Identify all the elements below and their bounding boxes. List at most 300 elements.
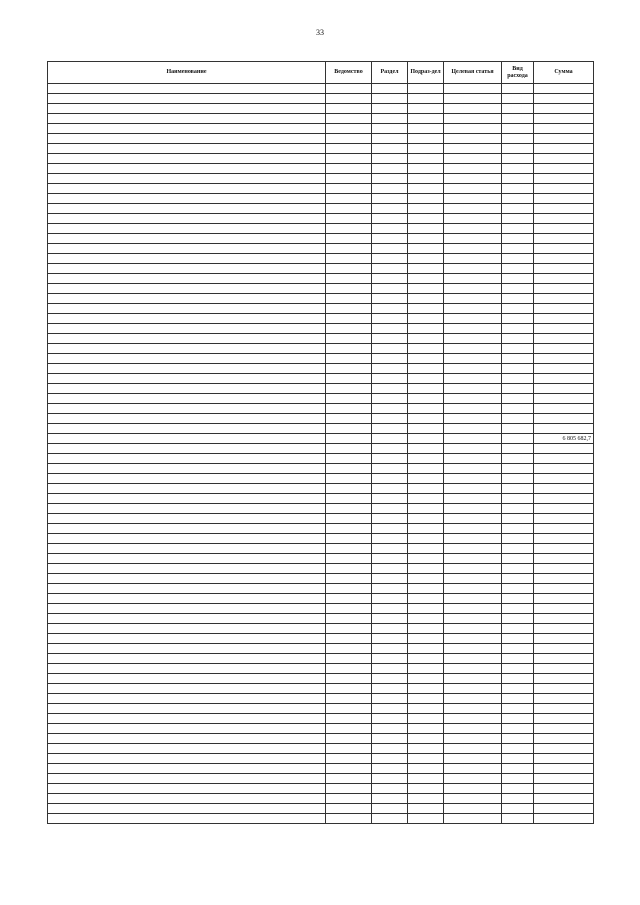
cell-department — [326, 364, 372, 374]
cell-name — [48, 684, 326, 694]
cell-department — [326, 114, 372, 124]
cell-expense-type — [502, 664, 534, 674]
cell-target-article — [444, 154, 502, 164]
cell-target-article — [444, 434, 502, 444]
cell-subsection — [408, 534, 444, 544]
cell-target-article — [444, 354, 502, 364]
cell-name — [48, 634, 326, 644]
table-row — [48, 504, 594, 514]
cell-section — [372, 214, 408, 224]
header-target-article: Целевая статья — [444, 62, 502, 84]
cell-target-article — [444, 714, 502, 724]
cell-department — [326, 734, 372, 744]
cell-section — [372, 264, 408, 274]
cell-department — [326, 664, 372, 674]
table-row — [48, 384, 594, 394]
cell-section — [372, 564, 408, 574]
cell-department — [326, 674, 372, 684]
header-department: Ведомство — [326, 62, 372, 84]
table-row — [48, 184, 594, 194]
cell-name — [48, 644, 326, 654]
cell-subsection — [408, 584, 444, 594]
table-row — [48, 354, 594, 364]
table-row — [48, 444, 594, 454]
cell-department — [326, 424, 372, 434]
table-row — [48, 784, 594, 794]
cell-expense-type — [502, 684, 534, 694]
cell-expense-type — [502, 284, 534, 294]
cell-section — [372, 534, 408, 544]
cell-department — [326, 84, 372, 94]
cell-section — [372, 84, 408, 94]
cell-expense-type — [502, 774, 534, 784]
cell-name — [48, 694, 326, 704]
cell-expense-type — [502, 114, 534, 124]
cell-target-article — [444, 84, 502, 94]
table-row — [48, 264, 594, 274]
cell-amount — [534, 94, 594, 104]
cell-section — [372, 104, 408, 114]
cell-expense-type — [502, 544, 534, 554]
cell-amount — [534, 414, 594, 424]
cell-section — [372, 154, 408, 164]
cell-department — [326, 504, 372, 514]
cell-target-article — [444, 194, 502, 204]
cell-subsection — [408, 404, 444, 414]
header-subsection: Подраз-дел — [408, 62, 444, 84]
cell-expense-type — [502, 144, 534, 154]
cell-amount — [534, 294, 594, 304]
cell-name — [48, 464, 326, 474]
cell-name — [48, 114, 326, 124]
cell-expense-type — [502, 204, 534, 214]
cell-target-article — [444, 474, 502, 484]
cell-section — [372, 554, 408, 564]
cell-section — [372, 394, 408, 404]
cell-expense-type — [502, 404, 534, 414]
cell-amount — [534, 664, 594, 674]
cell-target-article — [444, 144, 502, 154]
cell-target-article — [444, 124, 502, 134]
cell-name — [48, 794, 326, 804]
cell-expense-type — [502, 494, 534, 504]
cell-target-article — [444, 454, 502, 464]
cell-department — [326, 804, 372, 814]
cell-target-article — [444, 394, 502, 404]
cell-subsection — [408, 134, 444, 144]
cell-expense-type — [502, 754, 534, 764]
cell-subsection — [408, 464, 444, 474]
cell-expense-type — [502, 524, 534, 534]
cell-amount — [534, 614, 594, 624]
cell-amount — [534, 764, 594, 774]
cell-name — [48, 434, 326, 444]
cell-section — [372, 454, 408, 464]
cell-section — [372, 124, 408, 134]
table-row — [48, 154, 594, 164]
cell-expense-type — [502, 814, 534, 824]
cell-amount — [534, 254, 594, 264]
cell-target-article — [444, 814, 502, 824]
cell-amount — [534, 164, 594, 174]
cell-department — [326, 454, 372, 464]
cell-section — [372, 814, 408, 824]
cell-name — [48, 784, 326, 794]
table-row — [48, 114, 594, 124]
cell-subsection — [408, 754, 444, 764]
cell-target-article — [444, 624, 502, 634]
cell-department — [326, 374, 372, 384]
table-row — [48, 794, 594, 804]
header-section: Раздел — [372, 62, 408, 84]
cell-subsection — [408, 454, 444, 464]
cell-name — [48, 164, 326, 174]
cell-target-article — [444, 224, 502, 234]
cell-amount — [534, 464, 594, 474]
table-row — [48, 464, 594, 474]
cell-subsection — [408, 494, 444, 504]
cell-section — [372, 574, 408, 584]
cell-department — [326, 524, 372, 534]
cell-expense-type — [502, 344, 534, 354]
table-row — [48, 624, 594, 634]
cell-name — [48, 94, 326, 104]
cell-department — [326, 494, 372, 504]
cell-name — [48, 184, 326, 194]
cell-target-article — [444, 244, 502, 254]
cell-department — [326, 484, 372, 494]
cell-department — [326, 154, 372, 164]
cell-section — [372, 684, 408, 694]
cell-department — [326, 394, 372, 404]
cell-target-article — [444, 494, 502, 504]
cell-department — [326, 474, 372, 484]
cell-section — [372, 364, 408, 374]
cell-department — [326, 694, 372, 704]
cell-subsection — [408, 114, 444, 124]
cell-department — [326, 614, 372, 624]
cell-section — [372, 604, 408, 614]
cell-expense-type — [502, 584, 534, 594]
cell-expense-type — [502, 604, 534, 614]
cell-subsection — [408, 254, 444, 264]
cell-target-article — [444, 114, 502, 124]
cell-department — [326, 324, 372, 334]
table-row — [48, 514, 594, 524]
cell-amount — [534, 174, 594, 184]
cell-subsection — [408, 174, 444, 184]
cell-expense-type — [502, 574, 534, 584]
cell-subsection — [408, 394, 444, 404]
cell-amount — [534, 134, 594, 144]
cell-department — [326, 444, 372, 454]
cell-section — [372, 204, 408, 214]
cell-target-article — [444, 424, 502, 434]
cell-target-article — [444, 634, 502, 644]
cell-name — [48, 204, 326, 214]
cell-amount — [534, 234, 594, 244]
cell-amount — [534, 354, 594, 364]
cell-name — [48, 364, 326, 374]
cell-department — [326, 464, 372, 474]
cell-section — [372, 674, 408, 684]
cell-department — [326, 234, 372, 244]
cell-target-article — [444, 734, 502, 744]
cell-target-article — [444, 334, 502, 344]
cell-amount — [534, 204, 594, 214]
table-row — [48, 524, 594, 534]
cell-section — [372, 494, 408, 504]
cell-name — [48, 124, 326, 134]
table-row — [48, 724, 594, 734]
cell-subsection — [408, 384, 444, 394]
table-row — [48, 194, 594, 204]
cell-subsection — [408, 524, 444, 534]
table-row — [48, 144, 594, 154]
cell-section — [372, 504, 408, 514]
table-row — [48, 164, 594, 174]
cell-department — [326, 684, 372, 694]
table-row — [48, 734, 594, 744]
cell-expense-type — [502, 634, 534, 644]
cell-amount — [534, 104, 594, 114]
cell-amount — [534, 244, 594, 254]
cell-amount — [534, 124, 594, 134]
cell-amount — [534, 424, 594, 434]
cell-amount — [534, 784, 594, 794]
cell-expense-type — [502, 724, 534, 734]
cell-department — [326, 354, 372, 364]
cell-name — [48, 664, 326, 674]
cell-department — [326, 104, 372, 114]
cell-expense-type — [502, 374, 534, 384]
cell-target-article — [444, 234, 502, 244]
cell-amount — [534, 374, 594, 384]
cell-section — [372, 164, 408, 174]
cell-name — [48, 394, 326, 404]
table-row — [48, 774, 594, 784]
cell-target-article — [444, 804, 502, 814]
cell-name — [48, 194, 326, 204]
cell-section — [372, 184, 408, 194]
cell-expense-type — [502, 124, 534, 134]
cell-amount — [534, 84, 594, 94]
cell-subsection — [408, 204, 444, 214]
cell-target-article — [444, 694, 502, 704]
cell-target-article — [444, 414, 502, 424]
table-row — [48, 494, 594, 504]
cell-name — [48, 734, 326, 744]
cell-expense-type — [502, 454, 534, 464]
cell-name — [48, 154, 326, 164]
cell-expense-type — [502, 324, 534, 334]
cell-section — [372, 734, 408, 744]
cell-name — [48, 594, 326, 604]
cell-target-article — [444, 784, 502, 794]
cell-name — [48, 714, 326, 724]
cell-department — [326, 144, 372, 154]
cell-expense-type — [502, 394, 534, 404]
cell-amount — [534, 674, 594, 684]
table-row — [48, 204, 594, 214]
cell-subsection — [408, 424, 444, 434]
table-row — [48, 394, 594, 404]
cell-name — [48, 564, 326, 574]
table-row — [48, 134, 594, 144]
cell-section — [372, 134, 408, 144]
cell-department — [326, 634, 372, 644]
cell-department — [326, 814, 372, 824]
cell-department — [326, 514, 372, 524]
cell-target-article — [444, 204, 502, 214]
cell-department — [326, 624, 372, 634]
cell-section — [372, 404, 408, 414]
cell-subsection — [408, 734, 444, 744]
cell-department — [326, 724, 372, 734]
cell-subsection — [408, 644, 444, 654]
table-row — [48, 424, 594, 434]
cell-subsection — [408, 744, 444, 754]
cell-subsection — [408, 314, 444, 324]
cell-department — [326, 294, 372, 304]
cell-expense-type — [502, 154, 534, 164]
cell-section — [372, 474, 408, 484]
cell-amount — [534, 774, 594, 784]
cell-target-article — [444, 344, 502, 354]
cell-name — [48, 574, 326, 584]
table-row — [48, 104, 594, 114]
cell-subsection — [408, 214, 444, 224]
cell-amount — [534, 534, 594, 544]
cell-name — [48, 444, 326, 454]
cell-amount — [534, 394, 594, 404]
table-row — [48, 414, 594, 424]
table-row — [48, 234, 594, 244]
cell-subsection — [408, 354, 444, 364]
cell-amount — [534, 454, 594, 464]
cell-expense-type — [502, 254, 534, 264]
cell-target-article — [444, 504, 502, 514]
page-number: 33 — [316, 28, 324, 37]
cell-subsection — [408, 764, 444, 774]
cell-target-article — [444, 314, 502, 324]
cell-expense-type — [502, 334, 534, 344]
cell-section — [372, 744, 408, 754]
cell-section — [372, 664, 408, 674]
cell-expense-type — [502, 784, 534, 794]
cell-amount — [534, 594, 594, 604]
cell-target-article — [444, 604, 502, 614]
cell-subsection — [408, 244, 444, 254]
cell-section — [372, 764, 408, 774]
cell-subsection — [408, 594, 444, 604]
cell-subsection — [408, 814, 444, 824]
cell-target-article — [444, 264, 502, 274]
cell-name — [48, 614, 326, 624]
cell-name — [48, 484, 326, 494]
cell-amount — [534, 214, 594, 224]
cell-section — [372, 354, 408, 364]
table-row — [48, 594, 594, 604]
table-row — [48, 364, 594, 374]
cell-target-article — [444, 744, 502, 754]
cell-name — [48, 264, 326, 274]
cell-name — [48, 274, 326, 284]
table-row — [48, 244, 594, 254]
cell-expense-type — [502, 84, 534, 94]
cell-target-article — [444, 614, 502, 624]
cell-expense-type — [502, 564, 534, 574]
table-row — [48, 94, 594, 104]
table-row — [48, 294, 594, 304]
cell-section — [372, 424, 408, 434]
table-row — [48, 584, 594, 594]
cell-name — [48, 704, 326, 714]
cell-target-article — [444, 104, 502, 114]
cell-section — [372, 434, 408, 444]
cell-subsection — [408, 724, 444, 734]
cell-section — [372, 754, 408, 764]
cell-section — [372, 624, 408, 634]
cell-subsection — [408, 324, 444, 334]
table-row — [48, 674, 594, 684]
cell-department — [326, 434, 372, 444]
cell-department — [326, 384, 372, 394]
table-row — [48, 374, 594, 384]
cell-target-article — [444, 404, 502, 414]
cell-amount — [534, 544, 594, 554]
table-row — [48, 564, 594, 574]
cell-section — [372, 344, 408, 354]
cell-amount — [534, 744, 594, 754]
cell-department — [326, 304, 372, 314]
cell-department — [326, 264, 372, 274]
cell-department — [326, 794, 372, 804]
table-row — [48, 664, 594, 674]
cell-department — [326, 544, 372, 554]
cell-department — [326, 94, 372, 104]
cell-target-article — [444, 94, 502, 104]
cell-amount — [534, 564, 594, 574]
cell-amount — [534, 264, 594, 274]
cell-target-article — [444, 384, 502, 394]
cell-expense-type — [502, 554, 534, 564]
cell-section — [372, 334, 408, 344]
cell-target-article — [444, 174, 502, 184]
cell-expense-type — [502, 704, 534, 714]
table-row — [48, 694, 594, 704]
cell-subsection — [408, 794, 444, 804]
cell-section — [372, 174, 408, 184]
cell-subsection — [408, 704, 444, 714]
cell-amount — [534, 334, 594, 344]
cell-subsection — [408, 484, 444, 494]
cell-target-article — [444, 444, 502, 454]
cell-name — [48, 244, 326, 254]
cell-name — [48, 514, 326, 524]
cell-name — [48, 254, 326, 264]
cell-amount — [534, 814, 594, 824]
cell-name — [48, 174, 326, 184]
cell-expense-type — [502, 174, 534, 184]
cell-amount — [534, 494, 594, 504]
cell-amount — [534, 144, 594, 154]
cell-target-article — [444, 554, 502, 564]
cell-subsection — [408, 164, 444, 174]
cell-section — [372, 374, 408, 384]
table-row — [48, 454, 594, 464]
cell-amount — [534, 444, 594, 454]
